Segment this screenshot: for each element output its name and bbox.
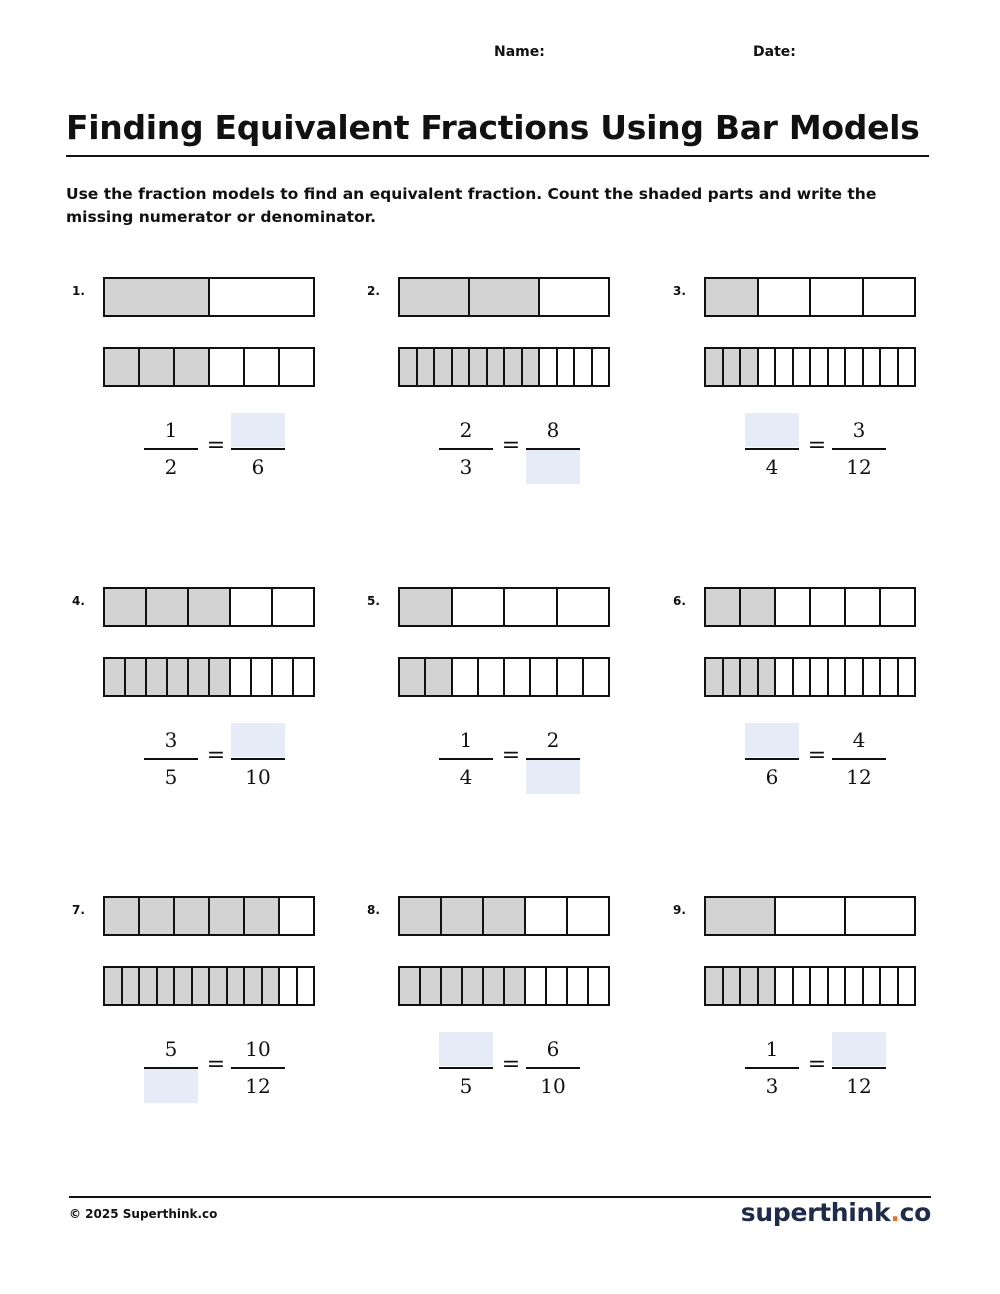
unshaded-part — [879, 349, 897, 385]
unshaded-part — [208, 349, 243, 385]
fraction-equation — [745, 413, 895, 483]
problem-9 — [673, 903, 933, 1123]
left-denominator: 6 — [765, 765, 779, 789]
unshaded-part — [897, 659, 915, 695]
shaded-part — [739, 349, 757, 385]
right-numerator: 8 — [546, 418, 560, 442]
bottom-fraction-bar — [398, 657, 610, 697]
shaded-part — [722, 968, 740, 1004]
unshaded-part — [774, 589, 809, 625]
unshaded-part — [503, 659, 529, 695]
unshaded-part — [451, 659, 477, 695]
unshaded-part — [827, 349, 845, 385]
shaded-part — [173, 898, 208, 934]
shaded-part — [138, 968, 156, 1004]
equals-sign: = — [501, 1052, 521, 1077]
unshaded-part — [809, 279, 862, 315]
unshaded-part — [524, 898, 566, 934]
right-fraction — [832, 413, 886, 483]
shaded-part — [706, 968, 722, 1004]
unshaded-part — [566, 968, 587, 1004]
top-fraction-bar — [398, 277, 610, 317]
equals-sign: = — [807, 743, 827, 768]
shaded-part — [757, 968, 775, 1004]
fraction-equation — [439, 723, 589, 793]
answer-box-denominator[interactable] — [144, 1069, 198, 1103]
unshaded-part — [792, 968, 810, 1004]
answer-box-numerator[interactable] — [832, 1032, 886, 1066]
shaded-part — [226, 968, 244, 1004]
shaded-part — [706, 349, 722, 385]
shaded-part — [243, 968, 261, 1004]
right-denominator: 12 — [846, 1074, 872, 1098]
shaded-part — [208, 898, 243, 934]
left-numerator: 2 — [459, 418, 473, 442]
unshaded-part — [556, 349, 574, 385]
unshaded-part — [809, 659, 827, 695]
bottom-fraction-bar — [704, 966, 916, 1006]
shaded-part — [739, 659, 757, 695]
left-fraction — [745, 723, 799, 793]
unshaded-part — [573, 349, 591, 385]
problem-number: 5. — [367, 594, 380, 608]
brand-tld: co — [899, 1198, 931, 1227]
unshaded-part — [556, 659, 582, 695]
unshaded-part — [278, 349, 313, 385]
unshaded-part — [844, 898, 914, 934]
fraction-equation — [144, 1032, 294, 1102]
shaded-part — [121, 968, 139, 1004]
brand-main: superthink — [740, 1198, 891, 1227]
shaded-part — [105, 589, 145, 625]
right-numerator: 3 — [852, 418, 866, 442]
fraction-equation — [144, 413, 294, 483]
top-fraction-bar — [103, 587, 315, 627]
right-denominator: 6 — [251, 455, 265, 479]
left-fraction — [144, 413, 198, 483]
right-fraction — [832, 1032, 886, 1102]
equals-sign: = — [206, 433, 226, 458]
shaded-part — [208, 659, 229, 695]
answer-box-numerator[interactable] — [745, 413, 799, 447]
problem-number: 1. — [72, 284, 85, 298]
unshaded-part — [757, 279, 810, 315]
shaded-part — [156, 968, 174, 1004]
equals-sign: = — [807, 1052, 827, 1077]
unshaded-part — [451, 589, 504, 625]
fraction-equation — [745, 1032, 895, 1102]
left-fraction — [439, 1032, 493, 1102]
shaded-part — [521, 349, 539, 385]
equals-sign: = — [206, 743, 226, 768]
top-fraction-bar — [103, 277, 315, 317]
right-fraction — [526, 413, 580, 483]
shaded-part — [105, 659, 124, 695]
shaded-part — [461, 968, 482, 1004]
unshaded-part — [529, 659, 555, 695]
unshaded-part — [587, 968, 608, 1004]
problem-8 — [367, 903, 627, 1123]
shaded-part — [145, 659, 166, 695]
shaded-part — [208, 968, 226, 1004]
problem-number: 4. — [72, 594, 85, 608]
shaded-part — [482, 968, 503, 1004]
shaded-part — [424, 659, 450, 695]
unshaded-part — [862, 279, 915, 315]
shaded-part — [105, 898, 138, 934]
left-fraction — [439, 723, 493, 793]
shaded-part — [191, 968, 209, 1004]
unshaded-part — [208, 279, 313, 315]
shaded-part — [400, 279, 468, 315]
left-fraction — [745, 1032, 799, 1102]
shaded-part — [451, 349, 469, 385]
shaded-part — [440, 898, 482, 934]
bottom-fraction-bar — [103, 657, 315, 697]
unshaded-part — [827, 968, 845, 1004]
bottom-fraction-bar — [398, 966, 610, 1006]
answer-box-numerator[interactable] — [231, 723, 285, 757]
top-fraction-bar — [398, 587, 610, 627]
left-fraction — [144, 723, 198, 793]
unshaded-part — [582, 659, 608, 695]
unshaded-part — [774, 898, 844, 934]
right-numerator: 2 — [546, 728, 560, 752]
shaded-part — [173, 968, 191, 1004]
shaded-part — [400, 349, 416, 385]
answer-box-numerator[interactable] — [745, 723, 799, 757]
unshaded-part — [524, 968, 545, 1004]
right-denominator: 12 — [245, 1074, 271, 1098]
unshaded-part — [538, 349, 556, 385]
right-fraction — [231, 413, 285, 483]
problem-number: 9. — [673, 903, 686, 917]
shaded-part — [486, 349, 504, 385]
unshaded-part — [862, 659, 880, 695]
unshaded-part — [538, 279, 608, 315]
unshaded-part — [278, 898, 313, 934]
shaded-part — [419, 968, 440, 1004]
shaded-part — [739, 589, 774, 625]
shaded-part — [468, 349, 486, 385]
unshaded-part — [229, 589, 271, 625]
left-numerator: 1 — [765, 1037, 779, 1061]
unshaded-part — [844, 968, 862, 1004]
right-denominator: 12 — [846, 455, 872, 479]
unshaded-part — [271, 589, 313, 625]
left-numerator: 3 — [164, 728, 178, 752]
left-denominator: 4 — [459, 765, 473, 789]
problem-6 — [673, 594, 933, 814]
answer-box-denominator[interactable] — [526, 760, 580, 794]
shaded-part — [138, 349, 173, 385]
shaded-part — [503, 349, 521, 385]
unshaded-part — [503, 589, 556, 625]
unshaded-part — [477, 659, 503, 695]
shaded-part — [706, 898, 774, 934]
unshaded-part — [809, 589, 844, 625]
problem-1 — [72, 284, 332, 504]
page-title: Finding Equivalent Fractions Using Bar Models — [66, 108, 920, 147]
left-denominator: 3 — [765, 1074, 779, 1098]
unshaded-part — [879, 968, 897, 1004]
unshaded-part — [278, 968, 296, 1004]
shaded-part — [433, 349, 451, 385]
shaded-part — [173, 349, 208, 385]
shaded-part — [105, 279, 208, 315]
top-fraction-bar — [704, 277, 916, 317]
copyright-text: © 2025 Superthink.co — [69, 1207, 218, 1221]
right-fraction — [231, 723, 285, 793]
bottom-fraction-bar — [103, 347, 315, 387]
right-fraction — [832, 723, 886, 793]
unshaded-part — [862, 349, 880, 385]
unshaded-part — [862, 968, 880, 1004]
shaded-part — [722, 659, 740, 695]
shaded-part — [440, 968, 461, 1004]
unshaded-part — [897, 968, 915, 1004]
bottom-fraction-bar — [103, 966, 315, 1006]
top-fraction-bar — [398, 896, 610, 936]
fraction-equation — [144, 723, 294, 793]
shaded-part — [124, 659, 145, 695]
answer-box-numerator[interactable] — [231, 413, 285, 447]
unshaded-part — [792, 349, 810, 385]
shaded-part — [400, 968, 419, 1004]
unshaded-part — [591, 349, 609, 385]
right-fraction — [526, 1032, 580, 1102]
unshaded-part — [809, 349, 827, 385]
unshaded-part — [809, 968, 827, 1004]
shaded-part — [706, 279, 757, 315]
shaded-part — [261, 968, 279, 1004]
name-label: Name: — [494, 44, 545, 60]
shaded-part — [706, 659, 722, 695]
fraction-equation — [439, 413, 589, 483]
shaded-part — [105, 349, 138, 385]
equals-sign: = — [807, 433, 827, 458]
unshaded-part — [844, 589, 879, 625]
unshaded-part — [556, 589, 609, 625]
answer-box-numerator[interactable] — [439, 1032, 493, 1066]
left-fraction — [439, 413, 493, 483]
unshaded-part — [879, 659, 897, 695]
unshaded-part — [827, 659, 845, 695]
shaded-part — [503, 968, 524, 1004]
unshaded-part — [792, 659, 810, 695]
fraction-equation — [745, 723, 895, 793]
left-fraction — [144, 1032, 198, 1102]
unshaded-part — [844, 659, 862, 695]
left-fraction — [745, 413, 799, 483]
left-numerator: 5 — [164, 1037, 178, 1061]
right-fraction — [231, 1032, 285, 1102]
answer-box-denominator[interactable] — [526, 450, 580, 484]
problem-3 — [673, 284, 933, 504]
title-divider — [66, 155, 929, 157]
unshaded-part — [757, 349, 775, 385]
shaded-part — [482, 898, 524, 934]
top-fraction-bar — [704, 896, 916, 936]
left-denominator: 5 — [164, 765, 178, 789]
shaded-part — [166, 659, 187, 695]
shaded-part — [722, 349, 740, 385]
right-denominator: 10 — [540, 1074, 566, 1098]
right-denominator: 12 — [846, 765, 872, 789]
problem-4 — [72, 594, 332, 814]
left-denominator: 3 — [459, 455, 473, 479]
unshaded-part — [250, 659, 271, 695]
brand-dot: . — [890, 1198, 900, 1227]
problem-number: 6. — [673, 594, 686, 608]
bottom-fraction-bar — [704, 347, 916, 387]
shaded-part — [468, 279, 538, 315]
shaded-part — [243, 898, 278, 934]
right-numerator: 10 — [245, 1037, 271, 1061]
right-denominator: 10 — [245, 765, 271, 789]
shaded-part — [400, 589, 451, 625]
date-label: Date: — [753, 44, 796, 60]
problem-7 — [72, 903, 332, 1123]
problem-5 — [367, 594, 627, 814]
right-fraction — [526, 723, 580, 793]
unshaded-part — [296, 968, 314, 1004]
unshaded-part — [897, 349, 915, 385]
shaded-part — [739, 968, 757, 1004]
fraction-equation — [439, 1032, 589, 1102]
instructions: Use the fraction models to find an equivalent fraction. Count the shaded parts and write the missing numerator or denominator. — [66, 185, 877, 226]
equals-sign: = — [501, 743, 521, 768]
unshaded-part — [774, 659, 792, 695]
problem-2 — [367, 284, 627, 504]
shaded-part — [187, 659, 208, 695]
left-numerator: 1 — [164, 418, 178, 442]
equals-sign: = — [206, 1052, 226, 1077]
unshaded-part — [774, 349, 792, 385]
shaded-part — [138, 898, 173, 934]
bottom-fraction-bar — [704, 657, 916, 697]
shaded-part — [706, 589, 739, 625]
left-denominator: 5 — [459, 1074, 473, 1098]
unshaded-part — [844, 349, 862, 385]
unshaded-part — [566, 898, 608, 934]
equals-sign: = — [501, 433, 521, 458]
unshaded-part — [545, 968, 566, 1004]
unshaded-part — [879, 589, 914, 625]
shaded-part — [400, 659, 424, 695]
unshaded-part — [271, 659, 292, 695]
problem-number: 3. — [673, 284, 686, 298]
left-numerator: 1 — [459, 728, 473, 752]
problem-number: 7. — [72, 903, 85, 917]
problem-number: 8. — [367, 903, 380, 917]
shaded-part — [416, 349, 434, 385]
unshaded-part — [243, 349, 278, 385]
shaded-part — [400, 898, 440, 934]
top-fraction-bar — [704, 587, 916, 627]
shaded-part — [187, 589, 229, 625]
right-numerator: 6 — [546, 1037, 560, 1061]
left-denominator: 2 — [164, 455, 178, 479]
unshaded-part — [229, 659, 250, 695]
top-fraction-bar — [103, 896, 315, 936]
shaded-part — [757, 659, 775, 695]
unshaded-part — [292, 659, 313, 695]
bottom-fraction-bar — [398, 347, 610, 387]
shaded-part — [105, 968, 121, 1004]
brand-logo — [741, 1198, 931, 1227]
problem-number: 2. — [367, 284, 380, 298]
left-denominator: 4 — [765, 455, 779, 479]
unshaded-part — [774, 968, 792, 1004]
shaded-part — [145, 589, 187, 625]
right-numerator: 4 — [852, 728, 866, 752]
